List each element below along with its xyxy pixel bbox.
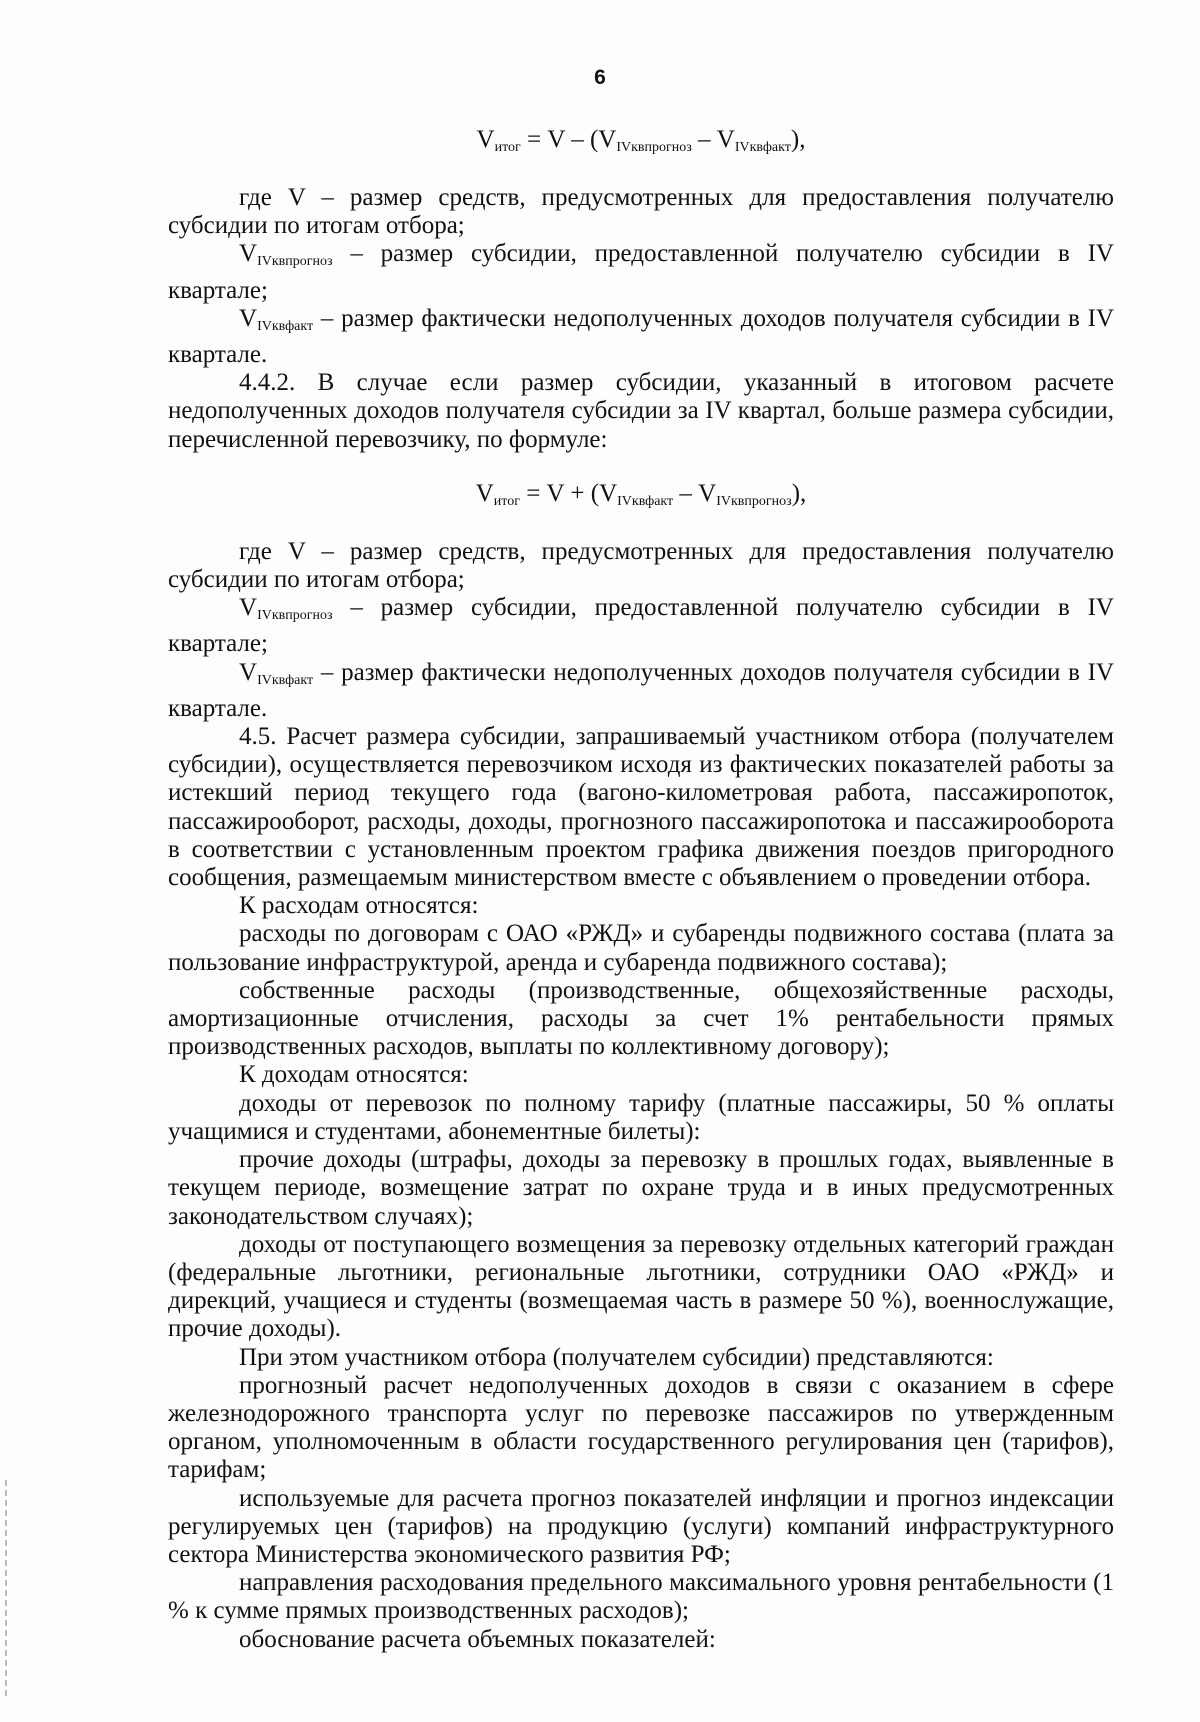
definition-v-forecast <box>168 240 1114 304</box>
formula-text: – V <box>691 126 735 153</box>
formula-subscript: IVквфакт <box>734 140 791 155</box>
definition-text: – размер фактически недополученных доходов получателя субсидии в IV квартале. <box>168 304 1114 369</box>
income-heading: К доходам относятся: <box>239 1061 469 1089</box>
paragraph-4-5: 4.5. Расчет размера субсидии, запрашиваемый участником отбора (получателем субсидии), осуществляется перевозчиком исходя из фактических показателей работы за истекший период текущего года (вагоно-километровая работа, пассажиропоток, пассажирооборот, расходы, доходы, прогнозного пассажиропотока и пассажирооборота в соответствии с установленным проектом графика движения поездов пригородного сообщения, размещаемым министерством вместе с объявлением о проведении отбора. <box>168 723 1114 892</box>
document-body <box>168 114 1114 1654</box>
formula-text: = V – (V <box>520 126 617 153</box>
formula-symbol: V <box>475 479 494 507</box>
definition-v-forecast <box>168 594 1114 658</box>
formula-text: – V <box>673 479 717 507</box>
submitted-item: используемые для расчета прогноз показателей инфляции и прогноз индексации регулируемых цен (тарифов) на продукцию (услуги) компаний инфраструктурного сектора Министерства экономического развития РФ; <box>168 1484 1114 1568</box>
symbol: V <box>239 658 258 686</box>
expenses-heading: К расходам относятся: <box>239 892 479 920</box>
page-number: 6 <box>594 66 606 89</box>
expense-item: расходы по договорам с ОАО «РЖД» и субаренды подвижного состава (плата за пользование инфраструктурой, аренда и субаренда подвижного состава); <box>168 920 1114 976</box>
submitted-item: обоснование расчета объемных показателей: <box>239 1625 716 1653</box>
formula-2 <box>168 474 1114 514</box>
symbol: V <box>239 304 258 332</box>
formula-text: = V + (V <box>519 479 618 507</box>
formula-text: ), <box>790 126 806 153</box>
scan-edge-mark <box>5 1480 7 1700</box>
formula-subscript: IVквпрогноз <box>716 493 792 509</box>
definition-text: – размер субсидии, предоставленной получателю субсидии в IV квартале; <box>168 594 1114 658</box>
submitted-item: направления расходования предельного максимального уровня рентабельности (1 % к сумме прямых производственных расходов); <box>168 1569 1114 1625</box>
income-item: прочие доходы (штрафы, доходы за перевозку в прошлых годах, выявленные в текущем периоде, возмещение затрат по охране труда и в иных предусмотренных законодательством случаях); <box>168 1146 1114 1230</box>
formula-1 <box>168 120 1114 160</box>
formula-subscript: итог <box>494 140 521 155</box>
symbol-subscript: IVквфакт <box>257 672 314 688</box>
definition-v-fact <box>168 659 1114 723</box>
formula-text: ), <box>791 479 807 507</box>
formula-symbol: V <box>476 126 495 153</box>
symbol-subscript: IVквпрогноз <box>257 254 333 270</box>
symbol-subscript: IVквпрогноз <box>257 608 333 624</box>
paragraph-4-4-2: 4.4.2. В случае если размер субсидии, указанный в итоговом расчете недополученных доходов получателя субсидии за IV квартал, больше размера субсидии, перечисленной перевозчику, по формуле: <box>168 369 1114 453</box>
income-item: доходы от поступающего возмещения за перевозку отдельных категорий граждан (федеральные льготники, региональные льготники, сотрудники ОАО «РЖД» и дирекций, учащиеся и студенты (возмещаемая часть в размере 50 %), военнослужащие, прочие доходы). <box>168 1230 1114 1343</box>
submitted-heading: При этом участником отбора (получателем субсидии) представляются: <box>239 1343 994 1371</box>
expense-item: собственные расходы (производственные, общехозяйственные расходы, амортизационные отчисления, расходы за счет 1% рентабельности прямых производственных расходов, выплаты по коллективному договору); <box>168 976 1114 1061</box>
definition-text: – размер фактически недополученных доходов получателя субсидии в IV квартале. <box>168 658 1114 722</box>
formula-subscript: итог <box>493 493 520 509</box>
formula-subscript: IVквпрогноз <box>616 140 692 155</box>
symbol: V <box>239 594 258 622</box>
definition-v: где V – размер средств, предусмотренных для предоставления получателю субсидии по итогам отбора; <box>168 537 1114 594</box>
submitted-item: прогнозный расчет недополученных доходов в связи с оказанием в сфере железнодорожного транспорта услуг по перевозке пассажиров по утвержденным органом, уполномоченным в области государственного регулирования цен (тарифов), тарифам; <box>168 1371 1114 1484</box>
formula-subscript: IVквфакт <box>617 493 674 509</box>
symbol: V <box>239 240 258 268</box>
income-item: доходы от перевозок по полному тарифу (платные пассажиры, 50 % оплаты учащимися и студентами, абонементные билеты): <box>168 1089 1114 1145</box>
definition-text: – размер субсидии, предоставленной получателю субсидии в IV квартале; <box>168 240 1114 304</box>
definition-v: где V – размер средств, предусмотренных для предоставления получателю субсидии по итогам отбора; <box>168 184 1114 240</box>
definition-v-fact <box>168 305 1114 369</box>
symbol-subscript: IVквфакт <box>257 318 314 334</box>
